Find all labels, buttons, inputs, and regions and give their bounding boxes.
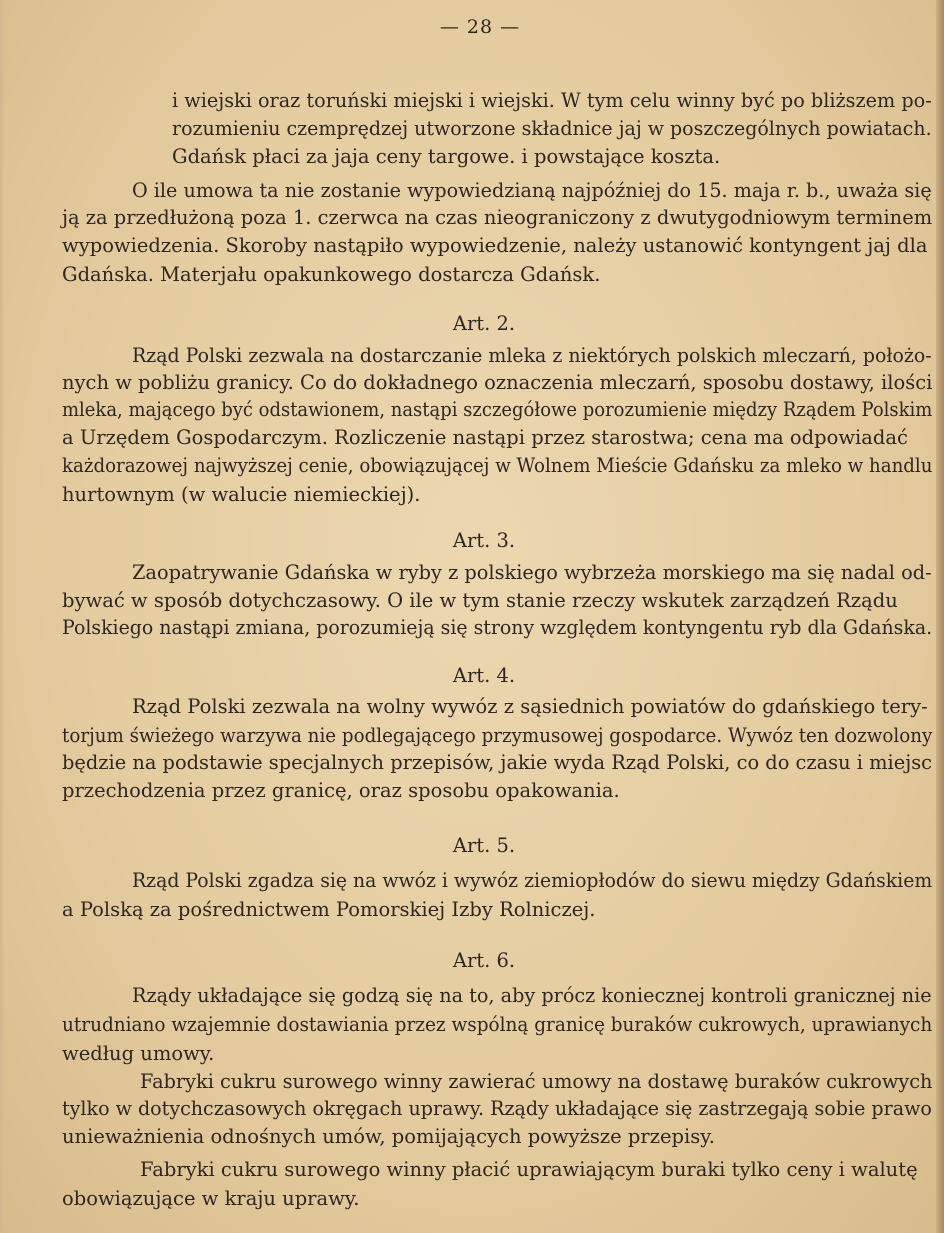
text-line: torjum świeżego warzywa nie podlegającego przymusowej gospodarce. Wywóz ten dozwolony [62,724,933,747]
page-edge-left [0,0,4,1233]
text-line: unieważnienia odnośnych umów, pomijających powyższe przepisy. [62,1125,715,1148]
text-line: ją za przedłużoną poza 1. czerwca na czas nieograniczony z dwutygodniowym terminem [62,206,933,229]
text-line: Rządy układające się godzą się na to, aby prócz koniecznej kontroli granicznej nie [132,984,932,1007]
text-line: Rząd Polski zezwala na wolny wywóz z sąsiednich powiatów do gdańskiego tery- [132,695,928,718]
text-line: Gdańska. Materjału opakunkowego dostarcza Gdańsk. [62,263,601,286]
page-edge-right [936,0,944,1233]
text-line: każdorazowej najwyższej cenie, obowiązującej w Wolnem Mieście Gdańsku za mleko w handlu [62,454,933,477]
text-line: Gdańsk płaci za jaja ceny targowe. i powstające koszta. [172,145,721,168]
text-line: i wiejski oraz toruński miejski i wiejski. W tym celu winny być po bliższem po- [172,89,932,112]
article-heading: Art. 5. [452,834,516,857]
text-line: Rząd Polski zezwala na dostarczanie mleka z niektórych polskich mleczarń, położo- [132,344,932,367]
article-heading: Art. 6. [452,949,516,972]
page-number: — 28 — [439,16,521,38]
text-line: utrudniano wzajemnie dostawiania przez wspólną granicę buraków cukrowych, uprawianych [62,1013,933,1036]
text-line: hurtownym (w walucie niemieckiej). [62,483,421,506]
text-line: a Polską za pośrednictwem Pomorskiej Izby Rolniczej. [62,898,596,921]
article-heading: Art. 3. [452,529,516,552]
article-heading: Art. 4. [452,664,516,687]
text-line: O ile umowa ta nie zostanie wypowiedzianą najpóźniej do 15. maja r. b., uważa się [132,179,932,202]
text-line: Rząd Polski zgadza się na wwóz i wywóz ziemiopłodów do siewu między Gdańskiem [132,869,933,892]
text-line: Polskiego nastąpi zmiana, porozumieją się strony względem kontyngentu ryb dla Gdańska. [62,616,933,639]
text-line: Fabryki cukru surowego winny płacić uprawiającym buraki tylko ceny i walutę [140,1158,918,1181]
text-line: rozumieniu czemprędzej utworzone składnice jaj w poszczególnych powiatach. [172,117,932,140]
text-line: wypowiedzenia. Skoroby nastąpiło wypowiedzenie, należy ustanowić kontyngent jaj dla [62,234,928,257]
text-line: tylko w dotychczasowych okręgach uprawy. Rządy układające się zastrzegają sobie prawo [62,1097,932,1120]
text-line: według umowy. [62,1042,215,1065]
text-line: Zaopatrywanie Gdańska w ryby z polskiego wybrzeża morskiego ma się nadal od- [132,561,932,584]
text-line: a Urzędem Gospodarczym. Rozliczenie nastąpi przez starostwa; cena ma odpowiadać [62,426,908,449]
text-line: przechodzenia przez granicę, oraz sposobu opakowania. [62,779,620,802]
text-line: nych w pobliżu granicy. Co do dokładnego oznaczenia mleczarń, sposobu dostawy, ilości [62,371,933,394]
text-line: bywać w sposób dotychczasowy. O ile w tym stanie rzeczy wskutek zarządzeń Rządu [62,589,898,612]
article-heading: Art. 2. [452,312,516,335]
text-line: mleka, mającego być odstawionem, nastąpi szczegółowe porozumienie między Rządem Polskim [62,398,933,421]
text-line: będzie na podstawie specjalnych przepisów, jakie wyda Rząd Polski, co do czasu i miejsc [62,751,933,774]
text-line: obowiązujące w kraju uprawy. [62,1187,360,1210]
text-line: Fabryki cukru surowego winny zawierać umowy na dostawę buraków cukrowych [140,1070,933,1093]
